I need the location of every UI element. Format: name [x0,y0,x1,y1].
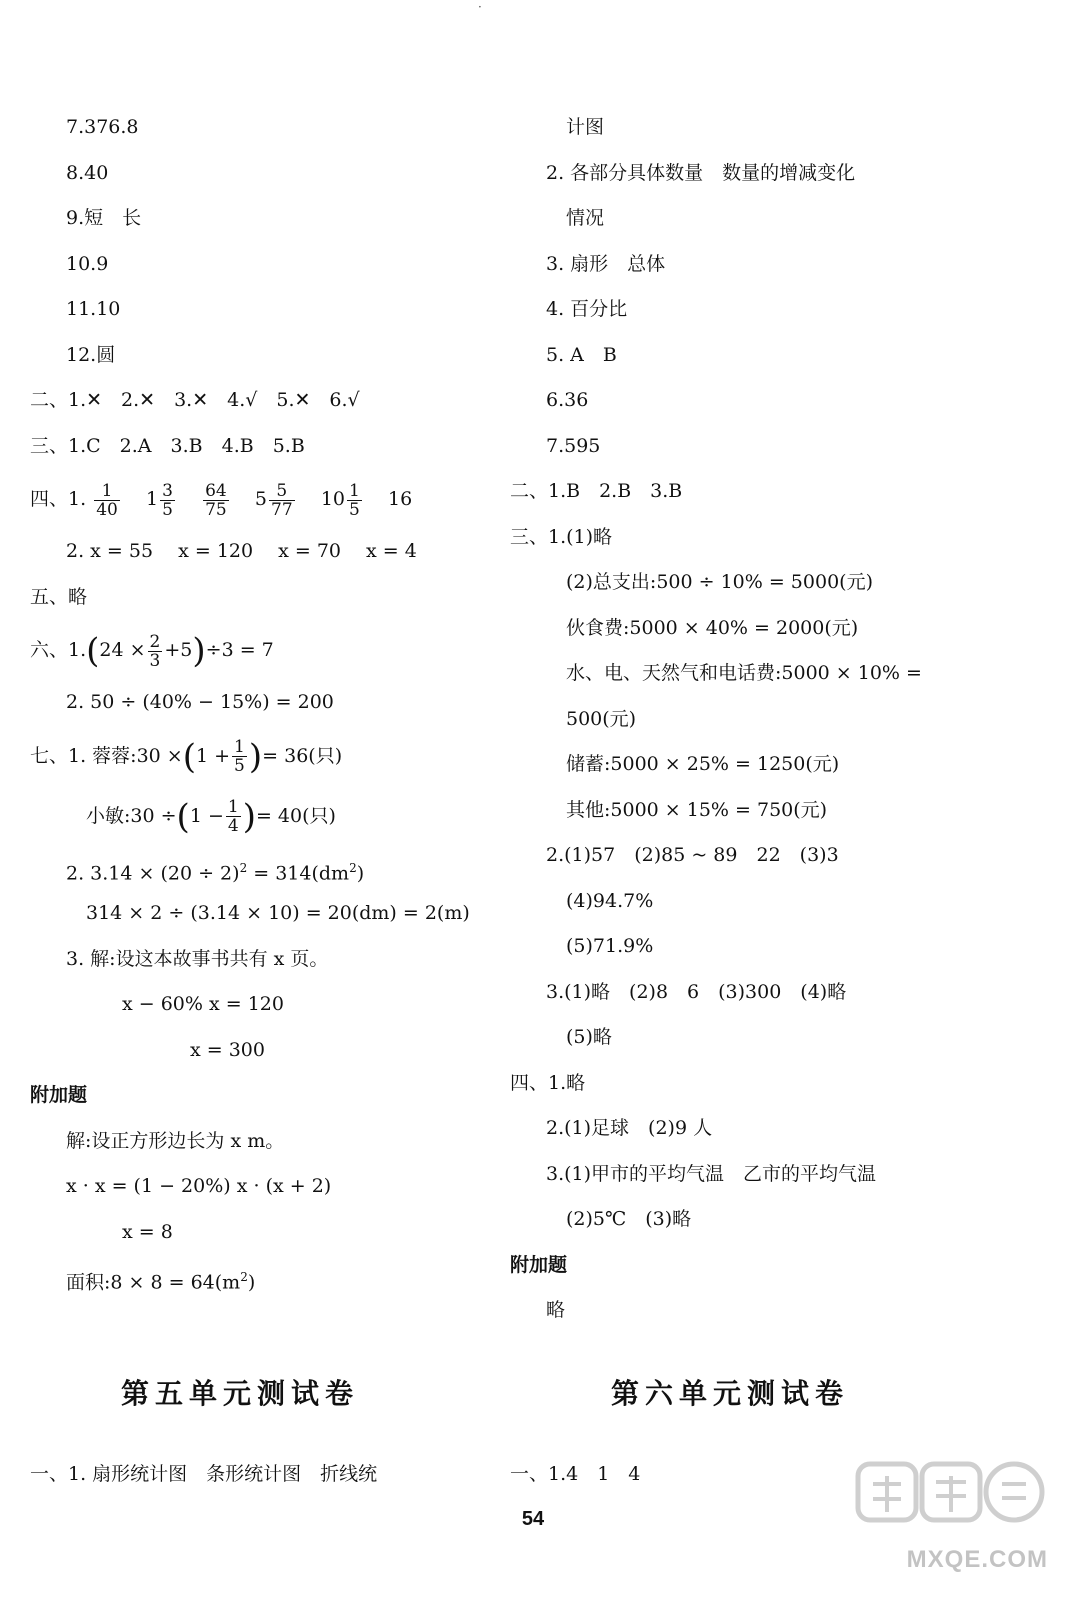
right-paren: ) [248,736,263,777]
expr-part: 面积:8 × 8 = 64(m [66,1271,241,1294]
answer-line: 2. x = 55 x = 120 x = 70 x = 4 [66,540,417,562]
answer-line: (5)略 [566,1026,612,1048]
fraction: $\frac{1}{5}$ [349,480,360,520]
answer-line: (5)71.9% [566,935,654,957]
answer-line: 10.9 [66,252,109,275]
answer-line: 五、略 [30,585,88,608]
answer-line: 3. 扇形 总体 [546,252,666,275]
expr-part: 1 − [189,804,224,827]
expr-part: 1 + [195,744,231,767]
fraction-answers [30,469,490,529]
equation-line [30,1255,490,1301]
answer-line: 9.短 长 [66,207,142,229]
answer-line: 2. 各部分具体数量 数量的增减变化 [546,161,856,184]
answer-line: 一、1. 扇形统计图 条形统计图 折线统 [30,1463,378,1485]
fraction: $\frac{1}{4}$ [227,797,239,836]
expr-part: 小敏:30 ÷ [86,804,177,827]
right-paren: ) [192,631,206,671]
extra-question-title: 附加题 [510,1253,568,1276]
answer-line: 8.40 [66,161,109,184]
fraction: $\frac{3}{5}$ [162,480,173,520]
answer-line: 储蓄:5000 × 25% = 1250(元) [566,753,840,775]
extra-question-title: 附加题 [30,1084,88,1106]
answer-line: (2)5℃ (3)略 [566,1208,692,1230]
answer-line: 3. 解:设这本故事书共有 x 页。 [66,947,329,970]
section-title-unit6: 第六单元测试卷 [610,1377,849,1410]
fraction: $\frac{1}{5}$ [234,737,245,776]
answer-line: x = 300 [190,1038,265,1061]
answer-line: 314 × 2 ÷ (3.14 × 10) = 20(dm) = 2(m) [86,902,470,924]
answer-value: 16 [388,488,413,510]
watermark-logo [818,1454,1048,1574]
answer-line: 3.(1)甲市的平均气温 乙市的平均气温 [546,1162,877,1185]
answer-line: 2.(1)57 (2)85 ~ 89 22 (3)3 [546,844,839,866]
fraction: $\frac{64}{75}$ [205,480,227,520]
expr-part: +5 [164,639,193,661]
equation-line [30,846,490,892]
expr-part: ) [356,861,365,884]
answer-line: 伙食费:5000 × 40% = 2000(元) [566,616,859,639]
answer-line: (4)94.7% [566,889,654,912]
exponent: 2 [239,860,248,875]
answer-line: 二、1.✕ 2.✕ 3.✕ 4.√ 5.✕ 6.√ [30,389,360,411]
q6-label: 六、1. [30,639,87,661]
equation-line [30,620,490,680]
answer-line: 500(元) [566,707,637,730]
expr-part: 2. 3.14 × (20 ÷ 2) [66,861,240,884]
expr-part: 24 × [99,639,146,661]
section-title-unit5: 第五单元测试卷 [120,1377,359,1410]
equation-line [30,786,490,846]
page-number: 54 [521,1508,545,1530]
left-paren: ( [86,631,100,671]
answer-line: 12.圆 [66,343,116,366]
expr-part: = 40(只) [255,804,336,827]
answer-line: 略 [546,1299,566,1321]
fraction-whole: 10 [320,488,345,510]
top-mark: · [478,0,482,14]
answer-line: 三、1.(1)略 [510,525,613,548]
expr-part: = 314(dm [247,861,350,884]
answer-line: 其他:5000 × 15% = 750(元) [566,798,828,821]
left-column [30,105,490,1301]
expr-part: ÷3 = 7 [205,639,274,661]
fraction-whole: 5 [254,488,267,510]
expr-part: ) [247,1271,256,1294]
watermark-text: MXQE.COM [906,1546,1048,1573]
exponent: 2 [349,860,357,875]
fraction: $\frac{2}{3}$ [149,631,161,671]
answer-line: (2)总支出:500 ÷ 10% = 5000(元) [566,571,873,593]
answer-line: 11.10 [66,298,121,320]
left-paren: ( [182,736,196,777]
answer-line: x = 8 [122,1220,173,1243]
answer-line: x − 60% x = 120 [122,993,284,1015]
fraction: $\frac{5}{77}$ [271,480,293,520]
answer-line: 情况 [566,207,605,229]
answer-line: 6.36 [546,389,589,411]
equation-line [30,726,490,786]
answer-line: 2.(1)足球 (2)9 人 [546,1117,713,1139]
exponent: 2 [240,1270,248,1284]
right-paren: ) [242,796,256,837]
left-paren: ( [176,796,190,837]
watermark-icon [818,1454,1048,1534]
expr-part: = 36(只) [262,744,343,767]
answer-line: 7.376.8 [66,116,139,138]
answer-line: 计图 [566,116,605,138]
answer-line: 二、1.B 2.B 3.B [510,480,683,502]
answer-line: 5. A B [546,343,617,366]
answer-line: 2. 50 ÷ (40% − 15%) = 200 [66,691,334,713]
right-column [510,105,970,1334]
answer-line: 四、1.略 [510,1071,586,1094]
fraction-whole: 1 [146,488,159,510]
answer-line: 3.(1)略 (2)8 6 (3)300 (4)略 [546,980,847,1003]
q4-label: 四、1. [30,488,87,510]
answer-line: 4. 百分比 [546,298,628,320]
fraction: $\frac{1}{40}$ [96,480,118,520]
answer-line: 三、1.C 2.A 3.B 4.B 5.B [30,434,305,457]
answer-line: x · x = (1 − 20%) x · (x + 2) [66,1175,332,1197]
answer-line: 7.595 [546,434,601,457]
answer-line: 解:设正方形边长为 x m。 [66,1129,285,1152]
expr-part: 七、1. 蓉蓉:30 × [30,744,183,767]
answer-line: 一、1.4 1 4 [510,1463,641,1485]
answer-line: 水、电、天然气和电话费:5000 × 10% = [566,662,922,684]
